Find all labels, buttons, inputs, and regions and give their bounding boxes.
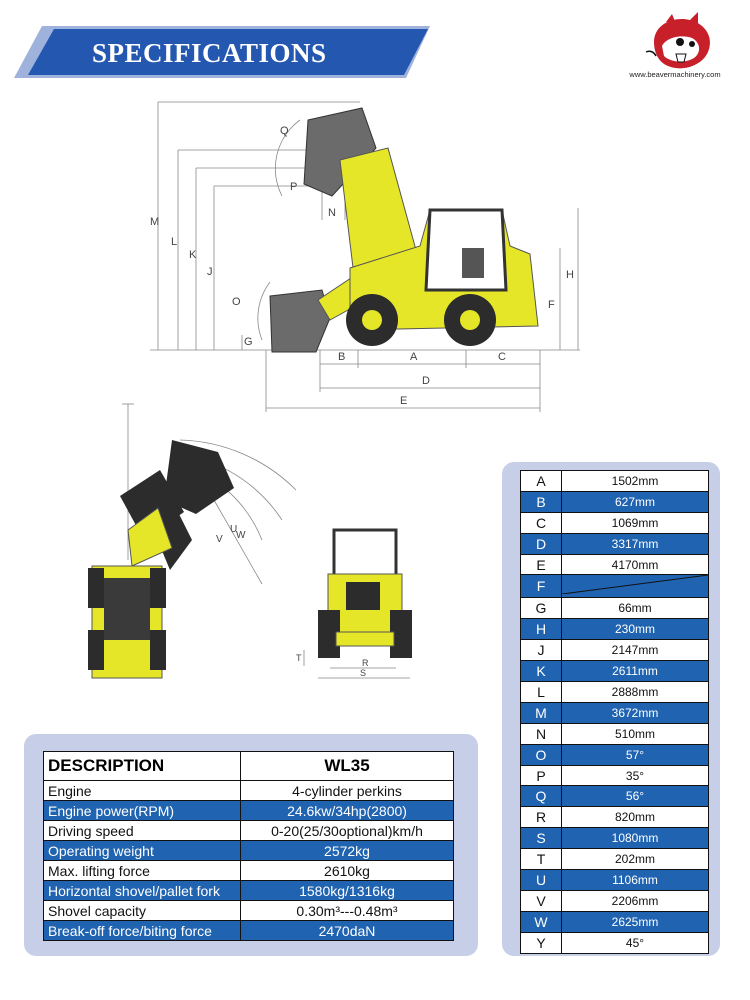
dimension-letter: A (521, 471, 562, 492)
description-value: 2610kg (241, 861, 454, 881)
front-view-loader (318, 530, 412, 658)
description-header-model: WL35 (241, 752, 454, 781)
description-row (44, 801, 454, 821)
side-view-loader (270, 108, 538, 352)
dimension-row (521, 471, 709, 492)
dimension-row (521, 575, 709, 598)
dimension-letter: L (521, 682, 562, 703)
svg-text:O: O (232, 296, 241, 308)
dimension-row (521, 828, 709, 849)
svg-text:W: W (236, 530, 246, 541)
dimension-letter: B (521, 491, 562, 512)
dimension-row (521, 849, 709, 870)
svg-text:K: K (189, 249, 197, 261)
svg-text:B: B (338, 351, 346, 363)
svg-text:R: R (362, 658, 369, 668)
svg-text:C: C (498, 351, 506, 363)
logo-url: www.beavermachinery.com (629, 70, 721, 79)
dimension-row (521, 682, 709, 703)
dimension-letter: Y (521, 932, 562, 953)
dimension-letter: C (521, 512, 562, 533)
svg-text:V: V (216, 534, 223, 545)
dimension-value: 2206mm (562, 890, 709, 911)
description-value: 0.30m³---0.48m³ (241, 901, 454, 921)
dimension-row (521, 765, 709, 786)
description-value: 2470daN (241, 921, 454, 941)
dimension-row (521, 723, 709, 744)
svg-text:S: S (360, 668, 367, 678)
dimension-row (521, 932, 709, 953)
description-header-row (44, 752, 454, 781)
svg-text:T: T (296, 653, 302, 663)
dimension-row (521, 554, 709, 575)
description-value: 2572kg (241, 841, 454, 861)
dimension-letter: O (521, 744, 562, 765)
description-label: Break-off force/biting force (44, 921, 241, 941)
dimension-value: 45° (562, 932, 709, 953)
dimension-letter: K (521, 661, 562, 682)
dimension-value: 57° (562, 744, 709, 765)
dimension-row (521, 619, 709, 640)
description-value: 1580kg/1316kg (241, 881, 454, 901)
dimension-letter: J (521, 640, 562, 661)
description-header-label: DESCRIPTION (44, 752, 241, 781)
description-row (44, 881, 454, 901)
dimension-value: 510mm (562, 723, 709, 744)
dimension-letter: Q (521, 786, 562, 807)
dimension-row (521, 702, 709, 723)
dimension-value: 66mm (562, 598, 709, 619)
description-label: Operating weight (44, 841, 241, 861)
description-label: Horizontal shovel/pallet fork (44, 881, 241, 901)
dimension-row (521, 661, 709, 682)
dimension-value (562, 575, 709, 598)
dimension-letter: G (521, 598, 562, 619)
description-label: Engine power(RPM) (44, 801, 241, 821)
description-value: 24.6kw/34hp(2800) (241, 801, 454, 821)
dimension-letter: T (521, 849, 562, 870)
description-row (44, 921, 454, 941)
svg-text:E: E (400, 395, 408, 407)
svg-text:G: G (244, 336, 253, 348)
dimension-value: 1069mm (562, 512, 709, 533)
description-table (43, 751, 454, 941)
svg-text:M: M (150, 216, 160, 228)
dimension-value: 2147mm (562, 640, 709, 661)
description-value: 4-cylinder perkins (241, 781, 454, 801)
dimension-row (521, 533, 709, 554)
description-label: Max. lifting force (44, 861, 241, 881)
dimension-row (521, 491, 709, 512)
description-row (44, 861, 454, 881)
description-label: Driving speed (44, 821, 241, 841)
svg-text:D: D (422, 375, 430, 387)
dimension-letter: E (521, 554, 562, 575)
dimension-row (521, 598, 709, 619)
description-label: Shovel capacity (44, 901, 241, 921)
dimension-letter: S (521, 828, 562, 849)
dimension-letter: R (521, 807, 562, 828)
description-row (44, 821, 454, 841)
svg-text:A: A (410, 351, 418, 363)
dimension-letter: M (521, 702, 562, 723)
dimension-letter: V (521, 890, 562, 911)
dimension-value: 2611mm (562, 661, 709, 682)
dimension-value: 35° (562, 765, 709, 786)
dimension-value: 3672mm (562, 702, 709, 723)
empty-value-slash (562, 575, 708, 594)
dimension-letter: P (521, 765, 562, 786)
dimension-value: 3317mm (562, 533, 709, 554)
description-value: 0-20(25/30optional)km/h (241, 821, 454, 841)
dimension-value: 230mm (562, 619, 709, 640)
dimension-value: 56° (562, 786, 709, 807)
svg-text:U: U (230, 524, 238, 535)
dimension-value: 2625mm (562, 911, 709, 932)
dimension-value: 820mm (562, 807, 709, 828)
description-row (44, 781, 454, 801)
dimension-row (521, 870, 709, 891)
dimension-letter: N (521, 723, 562, 744)
dimension-letter: W (521, 911, 562, 932)
dimension-value: 4170mm (562, 554, 709, 575)
dimension-row (521, 890, 709, 911)
description-label: Engine (44, 781, 241, 801)
dimension-row (521, 911, 709, 932)
svg-text:P: P (290, 181, 298, 193)
dimension-value: 1106mm (562, 870, 709, 891)
dimension-table (520, 470, 709, 954)
dimension-letter: H (521, 619, 562, 640)
top-view-loader (88, 440, 234, 678)
dimension-value: 1080mm (562, 828, 709, 849)
dimension-row (521, 807, 709, 828)
dimension-value: 202mm (562, 849, 709, 870)
dimension-value: 2888mm (562, 682, 709, 703)
dimension-letter: D (521, 533, 562, 554)
svg-text:Q: Q (280, 125, 289, 137)
dimension-row (521, 744, 709, 765)
svg-text:L: L (171, 236, 178, 248)
svg-text:H: H (566, 269, 574, 281)
dimension-letter: U (521, 870, 562, 891)
dimension-value: 627mm (562, 491, 709, 512)
dimension-row (521, 786, 709, 807)
dimension-row (521, 512, 709, 533)
svg-text:J: J (207, 266, 213, 278)
page-title: SPECIFICATIONS (92, 38, 327, 68)
dimension-letter: F (521, 575, 562, 598)
svg-text:N: N (328, 207, 336, 219)
dimension-row (521, 640, 709, 661)
description-row (44, 901, 454, 921)
svg-text:F: F (548, 299, 555, 311)
description-row (44, 841, 454, 861)
dimension-value: 1502mm (562, 471, 709, 492)
